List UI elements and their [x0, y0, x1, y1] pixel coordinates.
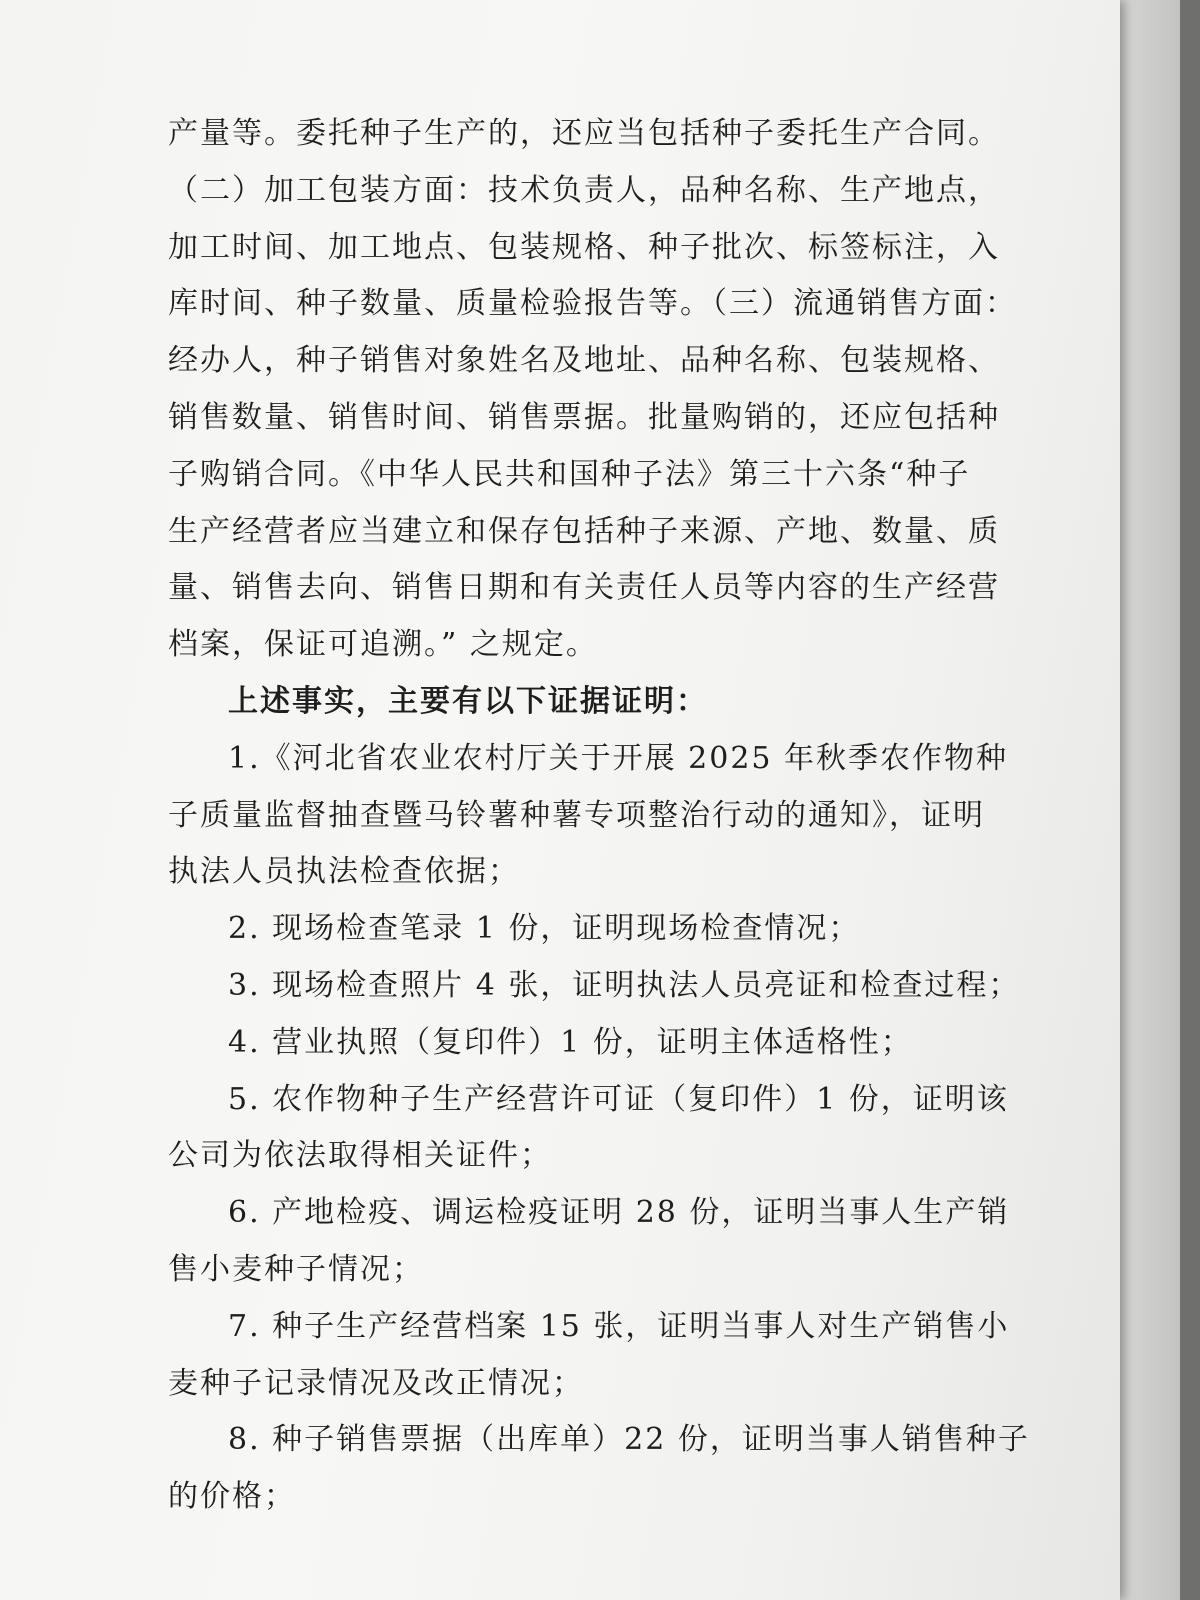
evidence-item-7-cont: 麦种子记录情况及改正情况； [168, 1365, 584, 1401]
text-line: （二）加工包装方面：技术负责人，品种名称、生产地点， [168, 172, 1000, 208]
text-line: 销售数量、销售时间、销售票据。批量购销的，还应包括种 [168, 399, 1000, 435]
evidence-item-2: 2. 现场检查笔录 1 份，证明现场检查情况； [228, 911, 861, 947]
evidence-item-1-cont: 子质量监督抽查暨马铃薯种薯专项整治行动的通知》，证明 [168, 797, 985, 833]
evidence-item-7: 7. 种子生产经营档案 15 张，证明当事人对生产销售小 [228, 1308, 1010, 1344]
evidence-item-5: 5. 农作物种子生产经营许可证（复印件）1 份，证明该 [228, 1081, 1009, 1117]
evidence-item-3: 3. 现场检查照片 4 张，证明执法人员亮证和检查过程； [228, 967, 1021, 1003]
evidence-item-8-cont: 的价格； [168, 1479, 296, 1515]
evidence-heading: 上述事实，主要有以下证据证明： [228, 683, 708, 719]
evidence-item-1: 1.《河北省农业农村厅关于开展 2025 年秋季农作物种 [228, 740, 1009, 776]
text-line: 子购销合同。《中华人民共和国种子法》第三十六条“种子 [168, 456, 971, 492]
text-line: 量、销售去向、销售日期和有关责任人员等内容的生产经营 [168, 570, 1000, 606]
text-line: 生产经营者应当建立和保存包括种子来源、产地、数量、质 [168, 513, 1000, 549]
text-line: 档案，保证可追溯。” 之规定。 [168, 627, 598, 663]
evidence-item-6-cont: 售小麦种子情况； [168, 1251, 424, 1287]
evidence-item-4: 4. 营业执照（复印件）1 份，证明主体适格性； [228, 1024, 913, 1060]
document-body [168, 106, 1030, 1526]
edge-shadow [1180, 0, 1200, 1600]
evidence-item-6: 6. 产地检疫、调运检疫证明 28 份，证明当事人生产销 [228, 1195, 1010, 1231]
text-line: 加工时间、加工地点、包装规格、种子批次、标签标注，入 [168, 229, 1000, 265]
evidence-item-5-cont: 公司为依法取得相关证件； [168, 1138, 552, 1174]
text-line: 经办人，种子销售对象姓名及地址、品种名称、包装规格、 [168, 343, 1000, 379]
text-line: 产量等。委托种子生产的，还应当包括种子委托生产合同。 [168, 116, 1000, 151]
text-line: 库时间、种子数量、质量检验报告等。（三）流通销售方面： [168, 286, 1017, 322]
evidence-item-1-cont: 执法人员执法检查依据； [168, 854, 520, 890]
evidence-item-8: 8. 种子销售票据（出库单）22 份，证明当事人销售种子 [228, 1422, 1030, 1458]
